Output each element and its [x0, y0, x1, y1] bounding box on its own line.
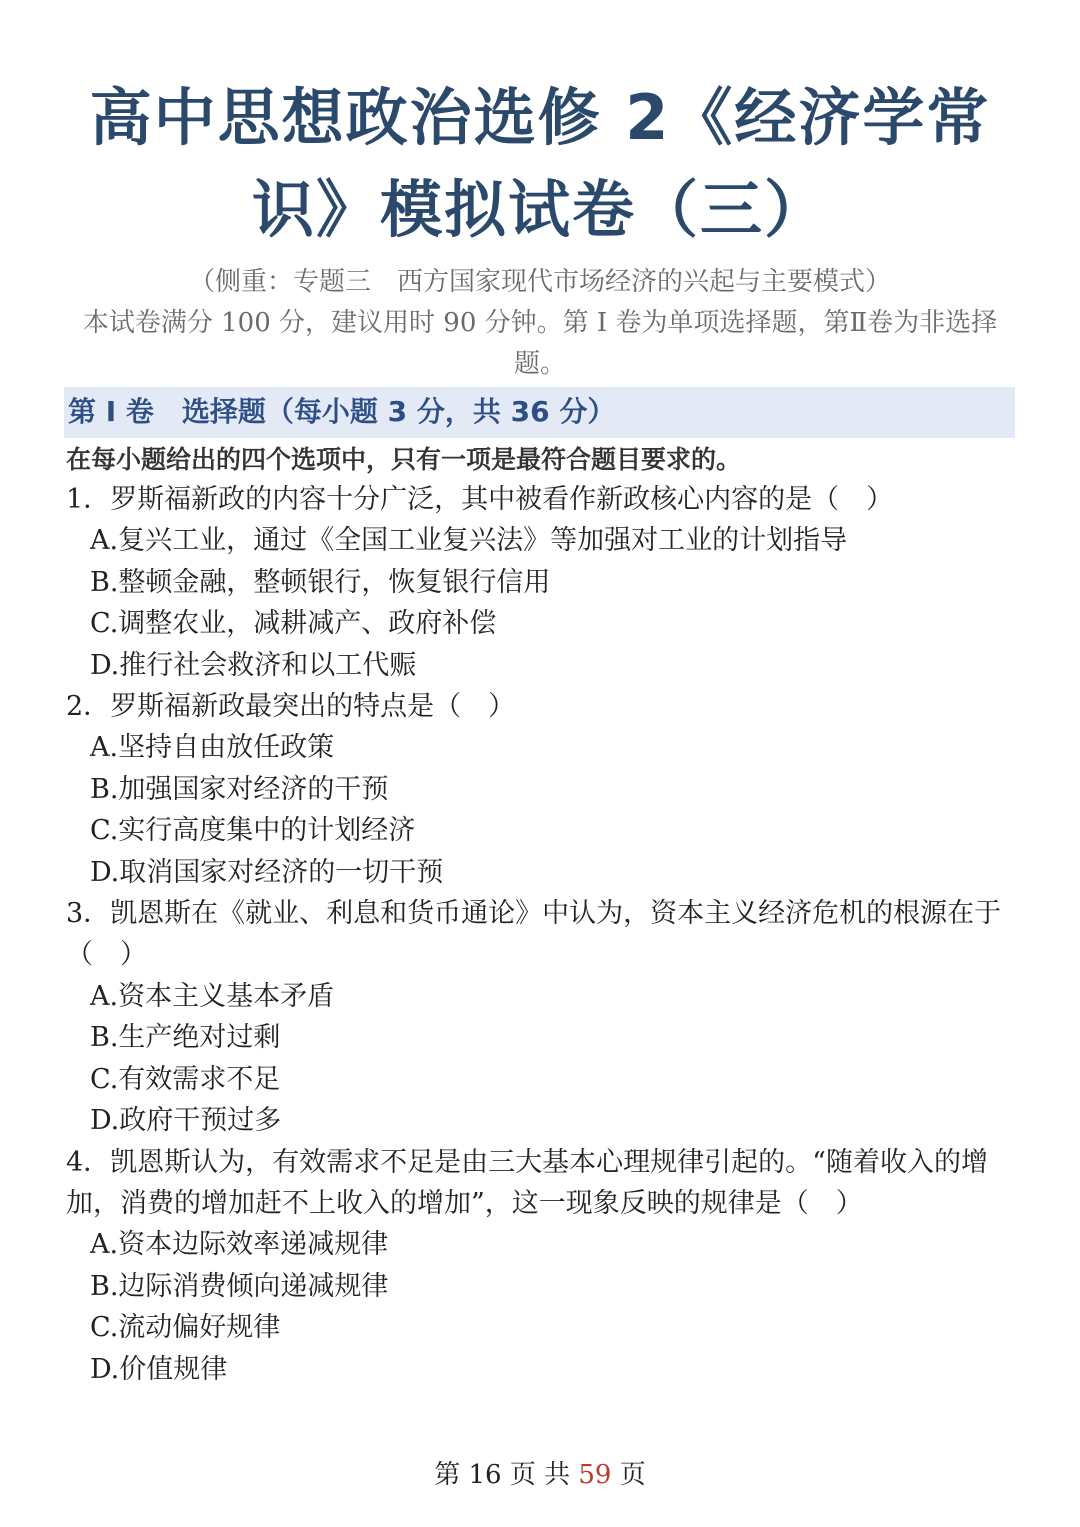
question-option-b: B.整顿金融，整顿银行，恢复银行信用 [90, 566, 551, 598]
question-4 [66, 1142, 1016, 1390]
document-title: 高中思想政治选修 2《经济学常识》模拟试卷（三） [89, 81, 991, 246]
page-number-prefix: 第 16 页 共 [434, 1460, 579, 1490]
section-title: 第 I 卷 选择题（每小题 3 分，共 36 分） [68, 395, 616, 428]
question-option-d: D.政府干预过多 [90, 1105, 282, 1137]
question-stem: 2．罗斯福新政最突出的特点是（ ） [66, 691, 516, 723]
page-number-suffix: 页 [611, 1460, 646, 1490]
question-option-d: D.取消国家对经济的一切干预 [90, 856, 444, 888]
page-total-count: 59 [578, 1460, 612, 1490]
question-2 [66, 686, 1016, 893]
section-instruction: 在每小题给出的四个选项中，只有一项是最符合题目要求的。 [66, 445, 742, 474]
question-option-a: A.资本边际效率递减规律 [90, 1229, 389, 1261]
question-option-b: B.生产绝对过剩 [90, 1022, 281, 1054]
question-stem: 1．罗斯福新政的内容十分广泛，其中被看作新政核心内容的是（ ） [66, 484, 894, 515]
question-option-b: B.加强国家对经济的干预 [90, 773, 389, 805]
question-1 [66, 479, 1016, 686]
question-option-b: B.边际消费倾向递减规律 [90, 1270, 389, 1302]
question-stem: 3．凯恩斯在《就业、利息和货币通论》中认为，资本主义经济危机的根源在于（ ） [66, 898, 1002, 971]
question-3 [66, 893, 1016, 1141]
question-list [66, 479, 1016, 1390]
question-stem: 4．凯恩斯认为，有效需求不足是由三大基本心理规律引起的。“随着收入的增加，消费的增加赶不上收入的增加”，这一现象反映的规律是（ ） [66, 1146, 988, 1219]
question-option-d: D.推行社会救济和以工代赈 [90, 649, 417, 681]
question-option-d: D.价值规律 [90, 1353, 228, 1385]
document-subtitle: （侧重：专题三 西方国家现代市场经济的兴起与主要模式） [188, 267, 891, 297]
question-option-c: C.调整农业，减耕减产、政府补偿 [90, 608, 497, 640]
question-option-c: C.实行高度集中的计划经济 [90, 815, 416, 847]
question-option-c: C.流动偏好规律 [90, 1312, 281, 1344]
question-option-a: A.资本主义基本矛盾 [90, 980, 335, 1012]
question-option-a: A.复兴工业，通过《全国工业复兴法》等加强对工业的计划指导 [90, 525, 848, 557]
question-option-a: A.坚持自由放任政策 [90, 732, 335, 764]
page-footer [0, 1455, 1080, 1495]
exam-instructions: 本试卷满分 100 分，建议用时 90 分钟。第 I 卷为单项选择题，第Ⅱ卷为非选择题。 [82, 308, 998, 379]
question-option-c: C.有效需求不足 [90, 1063, 281, 1095]
